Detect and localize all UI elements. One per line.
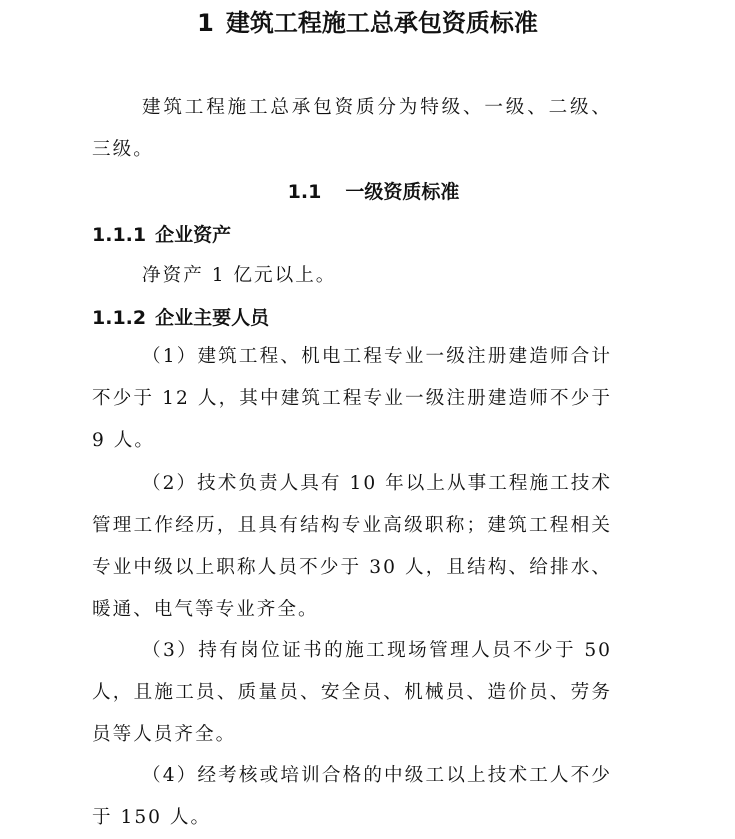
- net-assets-paragraph: 净资产 1 亿元以上。: [142, 265, 337, 286]
- section-number-1-1: 1.1: [287, 181, 322, 203]
- intro-paragraph: 建筑工程施工总承包资质分为特级、一级、二级、三级。: [92, 97, 612, 160]
- personnel-item-1: （1）建筑工程、机电工程专业一级注册建造师合计不少于 12 人，其中建筑工程专业一级注册建造师不少于 9 人。: [92, 346, 612, 451]
- section-title-1-1: 一级资质标准: [345, 181, 460, 203]
- personnel-item-3: （3）持有岗位证书的施工现场管理人员不少于 50 人，且施工员、质量员、安全员、机械员、造价员、劳务员等人员齐全。: [92, 640, 612, 745]
- personnel-item-4: （4）经考核或培训合格的中级工以上技术工人不少于 150 人。: [92, 765, 612, 828]
- chapter-title: 建筑工程施工总承包资质标准: [225, 9, 538, 37]
- chapter-heading: [0, 7, 735, 39]
- section-title-1-1-2: 企业主要人员: [155, 307, 270, 329]
- section-heading-1-1: [0, 176, 735, 208]
- section-number-1-1-2: 1.1.2: [92, 307, 147, 329]
- chapter-number: 1: [197, 9, 214, 37]
- section-title-1-1-1: 企业资产: [155, 224, 232, 246]
- section-heading-1-1-2: [92, 302, 269, 334]
- section-heading-1-1-1: [92, 219, 231, 251]
- personnel-item-2: （2）技术负责人具有 10 年以上从事工程施工技术管理工作经历，且具有结构专业高级职称；建筑工程相关专业中级以上职称人员不少于 30 人，且结构、给排水、暖通、电气等专业齐全。: [92, 473, 612, 620]
- section-number-1-1-1: 1.1.1: [92, 224, 147, 246]
